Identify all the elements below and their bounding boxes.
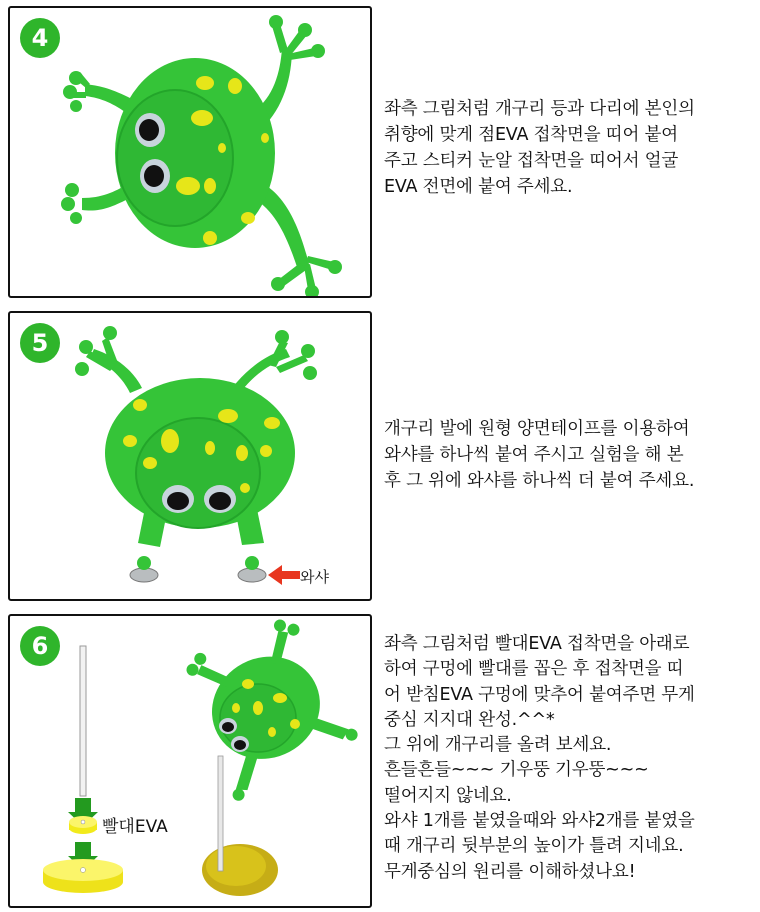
stand-illustration: [10, 616, 372, 908]
step-number-badge: 4: [20, 18, 60, 58]
washer-label: 와샤: [300, 568, 329, 586]
washer-arrow: [268, 565, 300, 585]
step-number-badge: 6: [20, 626, 60, 666]
frog-back-illustration: [10, 8, 372, 298]
step-6-panel: [8, 614, 372, 908]
step-6-instructions: 좌측 그림처럼 빨대EVA 접착면을 아래로 하여 구멍에 빨대를 꼽은 후 접착면을 띠 어 받침EVA 구멍에 맞추어 붙여주면 무게 중심 지지대 완성.^^* 그 위에 개구리를 올려 보세요. 흔들흔들~~~ 기우뚱 기우뚱~~~ 떨어지지 않네요. 와샤 1개를 붙였을때와 와샤2개를 붙였을 때 개구리 뒷부분의 높이가 틀려 지네요. 무게중심의 원리를 이해하셨나요!: [384, 634, 695, 882]
step-number-badge: 5: [20, 323, 60, 363]
step-5-panel: [8, 311, 372, 601]
straw-eva-label: 빨대EVA: [102, 817, 168, 837]
washers: [130, 556, 266, 582]
step-4-instructions: 좌측 그림처럼 개구리 등과 다리에 본인의 취향에 맞게 점EVA 접착면을 띠어 붙여 주고 스티커 눈알 접착면을 띠어서 얼굴 EVA 전면에 붙여 주세요.: [384, 99, 695, 197]
step-4-panel: [8, 6, 372, 298]
frog-front-illustration: [10, 313, 372, 601]
step-5-instructions: 개구리 발에 원형 양면테이프를 이용하여 와샤를 하나씩 붙여 주시고 실험을 해 본 후 그 위에 와샤를 하나씩 더 붙여 주세요.: [384, 419, 695, 491]
